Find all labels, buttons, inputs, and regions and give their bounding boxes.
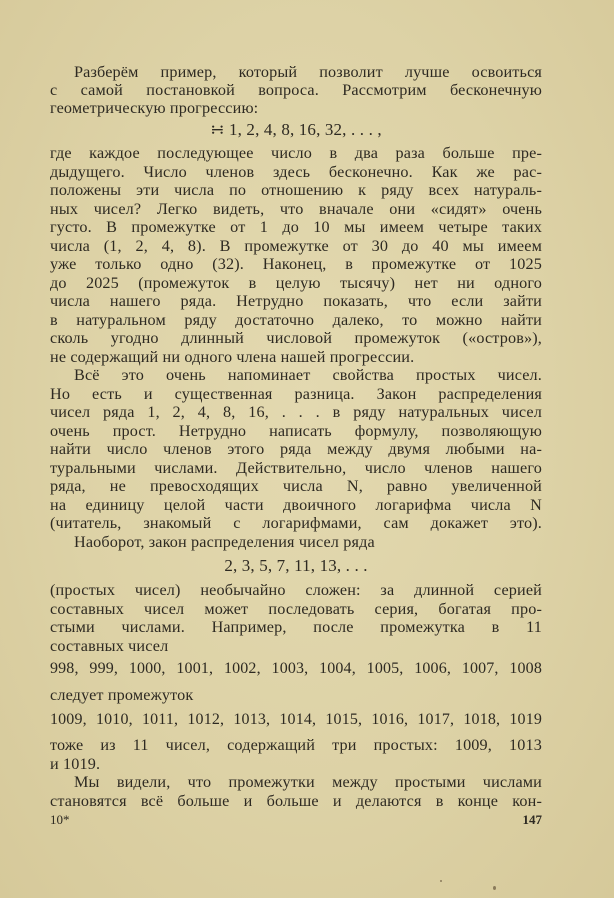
paragraph-line: чисел ряда 1, 2, 4, 8, 16, . . . в ряду натуральных чисел — [50, 403, 542, 421]
signature-mark: 10* — [50, 812, 70, 827]
paragraph-line: дыдущего. Число членов здесь бесконечно. Как же рас- — [50, 162, 542, 181]
paragraph-line: густо. В промежутке от 1 до 10 мы имеем четыре таких — [50, 218, 542, 236]
paragraph-line: (читатель, знакомый с логарифмами, сам докажет это). — [50, 514, 542, 532]
paragraph-line: где каждое последующее число в два раза больше пре- — [50, 144, 542, 162]
paragraph-line: очень прост. Нетрудно написать формулу, позволяющую — [50, 421, 542, 440]
paragraph-line: не содержащий ни одного члена нашей прогрессии. — [50, 347, 415, 366]
paragraph-line: геометрическую прогрессию: — [50, 99, 259, 117]
paragraph-line: числа (1, 2, 4, 8). В промежутке от 30 до 40 мы имеем — [50, 236, 542, 255]
formula-prime-sequence: 2, 3, 5, 7, 11, 13, . . . — [224, 556, 368, 575]
paragraph-line: Мы видели, что промежутки между простыми числами — [74, 773, 542, 791]
prime-rich-number-run: 1009, 1010, 1011, 1012, 1013, 1014, 1015, 1016, 1017, 1018, 1019 — [50, 711, 542, 728]
paragraph-line: составных чисел может последовать серия, богатая про- — [50, 599, 542, 618]
paragraph-line: тоже из 11 чисел, содержащий три простых: 1009, 1013 — [50, 736, 542, 754]
formula-geometric-progression: ∺ 1, 2, 4, 8, 16, 32, . . . , — [210, 120, 382, 139]
paragraph-line: с самой постановкой вопроса. Рассмотрим бесконечную — [50, 81, 542, 99]
paragraph-line: до 2025 (промежуток в целую тысячу) нет ни одного — [50, 273, 542, 292]
paragraph-line: сколь угодно длинный числовой промежуток («остров»), — [50, 329, 542, 347]
paragraph-line: Наоборот, закон распределения чисел ряда — [74, 532, 375, 551]
paragraph-line: Но есть и существенная разница. Закон распределения — [50, 384, 542, 403]
paragraph-line: становятся всё больше и больше и делаются в конце кон- — [50, 791, 542, 810]
page-footer — [50, 812, 542, 828]
paragraph-line: Разберём пример, который позволит лучше освоиться — [74, 63, 542, 81]
composite-number-run: 998, 999, 1000, 1001, 1002, 1003, 1004, 1005, 1006, 1007, 1008 — [50, 660, 542, 677]
paragraph-line: стыми числами. Например, после промежутка в 11 — [50, 618, 542, 636]
paragraph-line: (простых чисел) необычайно сложен: за длинной серией — [50, 581, 542, 599]
paragraph-line: уже только одно (32). Наконец, в промежутке от 1025 — [50, 255, 542, 273]
paragraph-line: ряда, не превосходящих числа N, равно увеличенной — [50, 477, 542, 495]
paragraph-line: найти число членов этого ряда между двумя любыми на- — [50, 440, 542, 458]
paragraph-line: туральными числами. Действительно, число членов нашего — [50, 458, 542, 477]
paragraph-line: числа нашего ряда. Нетрудно показать, что если зайти — [50, 292, 542, 310]
paragraph-line: ных чисел? Легко видеть, что вначале они «сидят» очень — [50, 199, 542, 218]
paper-speck — [440, 880, 442, 882]
paragraph-line: Всё это очень напоминает свойства простых чисел. — [74, 366, 542, 384]
paragraph-line: и 1019. — [50, 754, 101, 773]
paragraph-line: в натуральном ряду достаточно далеко, то можно найти — [50, 310, 542, 329]
paragraph-line: на единицу целой части двоичного логарифма числа N — [50, 495, 542, 514]
paragraph-line: составных чисел — [50, 636, 169, 655]
paragraph-line: следует промежуток — [50, 686, 194, 704]
paragraph-line: положены эти числа по отношению к ряду всех натураль- — [50, 181, 542, 199]
paper-speck — [493, 886, 496, 890]
page-number: 147 — [522, 812, 542, 827]
